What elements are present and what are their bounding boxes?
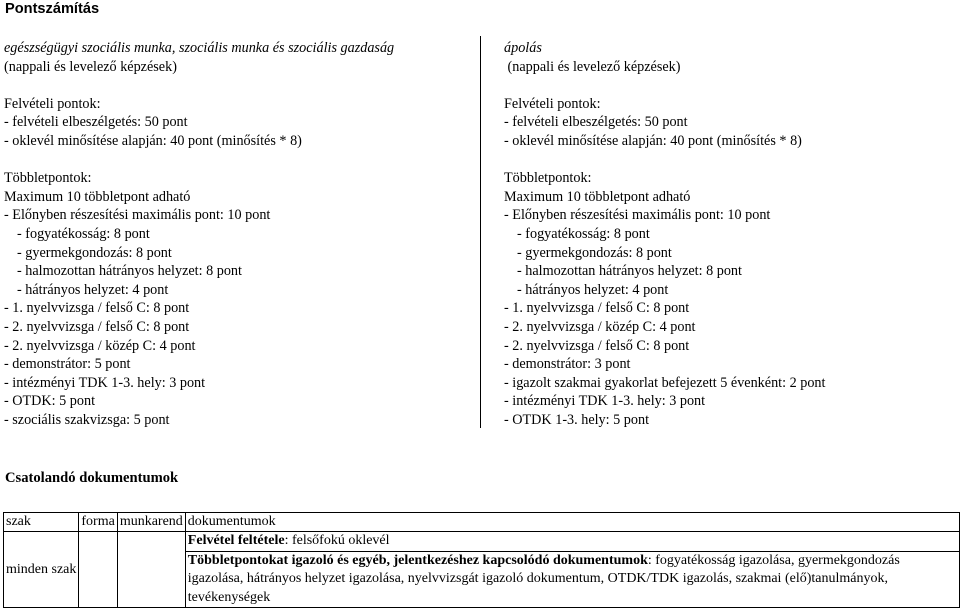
list-item: - OTDK: 5 pont [4, 393, 96, 410]
list-item: - szociális szakvizsga: 5 pont [4, 411, 170, 428]
list-item: - halmozottan hátrányos helyzet: 8 pont [17, 263, 242, 280]
program-mode: (nappali és levelező képzések) [4, 58, 177, 75]
extra-sub-list [4, 225, 472, 299]
docs-title: Csatolandó dokumentumok [5, 470, 179, 486]
cell-extra-docs [185, 551, 959, 607]
list-item: - 2. nyelvvizsga / közép C: 4 pont [504, 318, 696, 335]
extra-docs-text: : fogyatékosság igazolása, gyermekgondozás igazolása, hátrányos helyzet igazolása, nyelvvizsgát igazoló dokumentum, OTDK/TDK igazolás, szakmai (elő)tanulmányok, tevékenységek [187, 552, 900, 605]
extra-docs-label: Többletpontokat igazoló és egyéb, jelentkezéshez kapcsolódó dokumentumok [187, 552, 648, 568]
admission-heading: Felvételi pontok: [504, 95, 601, 112]
list-item: - OTDK 1-3. hely: 5 pont [504, 411, 650, 428]
list-item: - demonstrátor: 3 pont [504, 356, 631, 373]
extra-max: Maximum 10 többletpont adható [504, 188, 691, 205]
list-item: - gyermekgondozás: 8 pont [17, 244, 172, 261]
req-text: : felsőfokú oklevél [284, 533, 390, 549]
header-szak: szak [4, 513, 79, 532]
req-label: Felvétel feltétele [187, 533, 285, 549]
list-item: - 1. nyelvvizsga / felső C: 8 pont [504, 300, 690, 317]
table-row [4, 532, 960, 551]
left-column [4, 39, 472, 429]
extra-sub-list [504, 225, 954, 299]
list-item: - hátrányos helyzet: 4 pont [517, 281, 669, 298]
list-item: - hátrányos helyzet: 4 pont [17, 281, 169, 298]
cell-requirement [185, 532, 959, 551]
program-mode: (nappali és levelező képzések) [504, 58, 681, 75]
extra-max: Maximum 10 többletpont adható [4, 188, 191, 205]
admission-list [4, 113, 472, 150]
list-item: - gyermekgondozás: 8 pont [517, 244, 672, 261]
list-item: - felvételi elbeszélgetés: 50 pont [4, 114, 188, 131]
list-item: - fogyatékosság: 8 pont [17, 225, 150, 242]
list-item: - intézményi TDK 1-3. hely: 3 pont [4, 374, 206, 391]
cell-forma [79, 532, 117, 608]
admission-list [504, 113, 954, 150]
list-item: - 2. nyelvvizsga / felső C: 8 pont [504, 337, 690, 354]
header-dokumentumok: dokumentumok [185, 513, 959, 532]
list-item: - oklevél minősítése alapján: 40 pont (minősítés * 8) [4, 132, 302, 149]
program-name: egészségügyi szociális munka, szociális munka és szociális gazdaság [4, 40, 395, 56]
extra-items-list [4, 299, 472, 429]
extra-heading: Többletpontok: [504, 170, 592, 187]
list-item: - fogyatékosság: 8 pont [517, 225, 650, 242]
column-divider [480, 36, 481, 428]
cell-szak: minden szak [4, 532, 79, 608]
list-item: - demonstrátor: 5 pont [4, 356, 131, 373]
extra-pref: - Előnyben részesítési maximális pont: 10 pont [4, 207, 271, 224]
header-munkarend: munkarend [117, 513, 185, 532]
table-header-row [4, 513, 960, 532]
docs-table [3, 512, 960, 608]
list-item: - 1. nyelvvizsga / felső C: 8 pont [4, 300, 190, 317]
program-name: ápolás [504, 40, 542, 56]
extra-pref: - Előnyben részesítési maximális pont: 10 pont [504, 207, 771, 224]
cell-munkarend [117, 532, 185, 608]
extra-heading: Többletpontok: [4, 170, 92, 187]
list-item: - oklevél minősítése alapján: 40 pont (minősítés * 8) [504, 132, 802, 149]
extra-items-list [504, 299, 954, 429]
header-forma: forma [79, 513, 117, 532]
list-item: - igazolt szakmai gyakorlat befejezett 5 évenként: 2 pont [504, 374, 826, 391]
list-item: - 2. nyelvvizsga / közép C: 4 pont [4, 337, 196, 354]
list-item: - felvételi elbeszélgetés: 50 pont [504, 114, 688, 131]
page-title: Pontszámítás [5, 1, 100, 17]
admission-heading: Felvételi pontok: [4, 95, 101, 112]
list-item: - 2. nyelvvizsga / felső C: 8 pont [4, 318, 190, 335]
list-item: - halmozottan hátrányos helyzet: 8 pont [517, 263, 742, 280]
list-item: - intézményi TDK 1-3. hely: 3 pont [504, 393, 706, 410]
right-column [504, 39, 954, 429]
